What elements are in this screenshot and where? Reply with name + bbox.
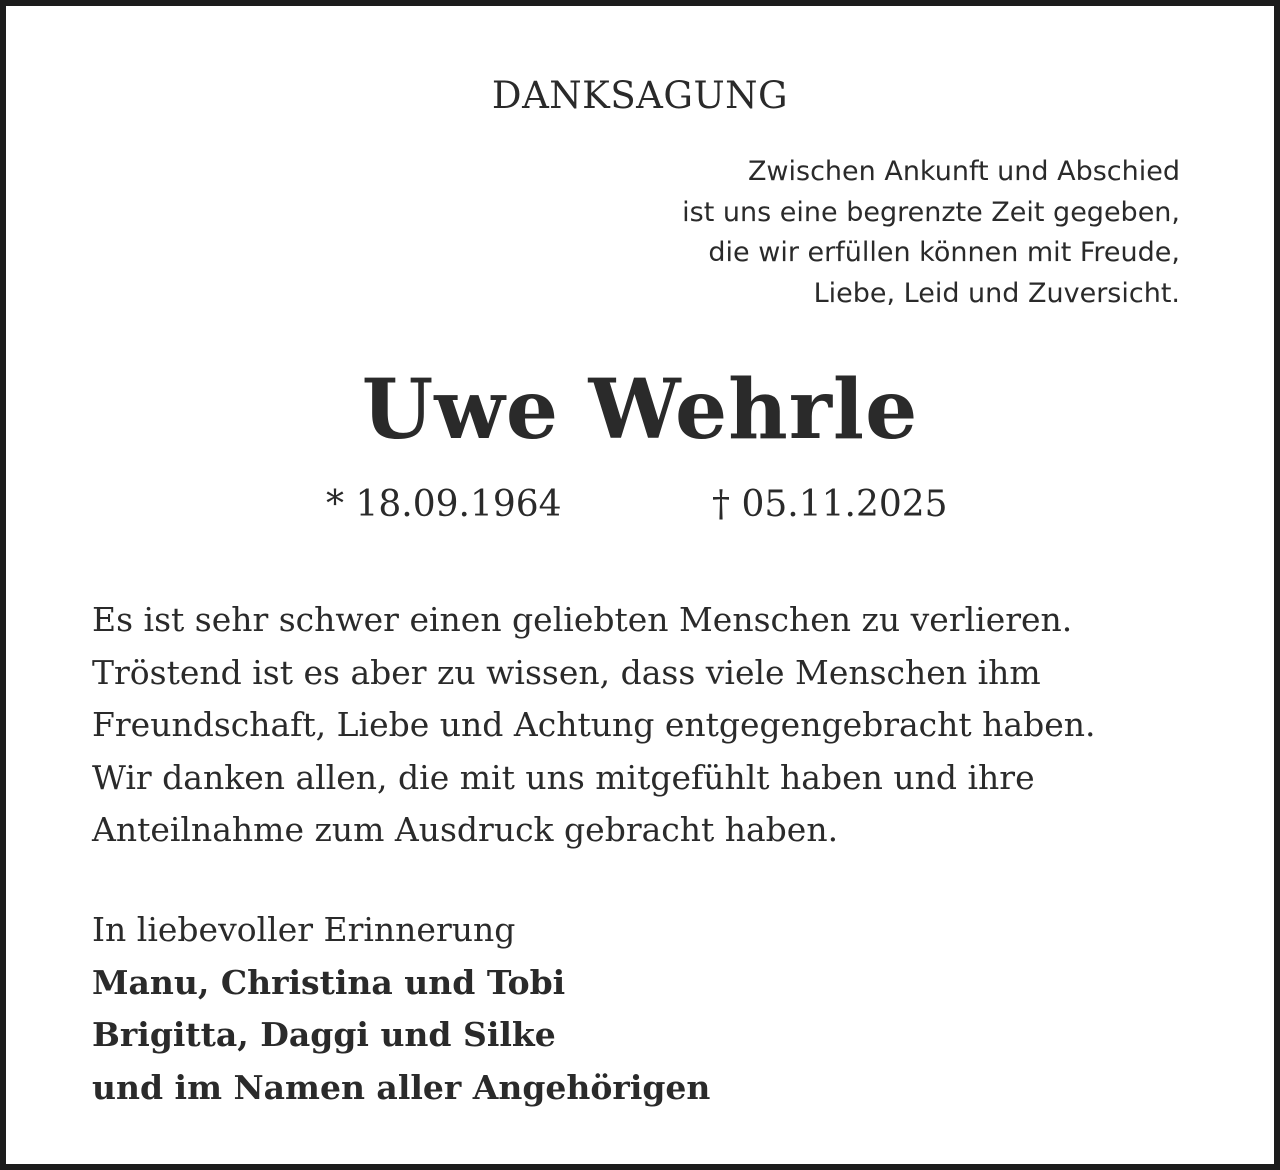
birth-date: * 18.09.1964 bbox=[326, 484, 562, 525]
deceased-name: Uwe Wehrle bbox=[361, 362, 919, 458]
signature-line: Manu, Christina und Tobi bbox=[92, 962, 566, 1002]
body-line: Anteilnahme zum Ausdruck gebracht haben. bbox=[92, 810, 839, 849]
body-line: Freundschaft, Liebe und Achtung entgegengebracht haben. bbox=[92, 705, 1096, 744]
thank-you-text bbox=[92, 594, 1096, 857]
notice-heading: DANKSAGUNG bbox=[491, 74, 789, 117]
signature-intro: In liebevoller Erinnerung bbox=[92, 910, 516, 949]
signature-block bbox=[92, 904, 710, 1114]
signature-line: und im Namen aller Angehörigen bbox=[92, 1067, 711, 1107]
body-line: Es ist sehr schwer einen geliebten Menschen zu verlieren. bbox=[92, 600, 1073, 639]
body-line: Wir danken allen, die mit uns mitgefühlt haben und ihre bbox=[92, 757, 1035, 797]
poem-line: Zwischen Ankunft und Abschied bbox=[747, 156, 1180, 187]
death-date: † 05.11.2025 bbox=[712, 484, 948, 525]
poem-line: ist uns eine begrenzte Zeit gegeben, bbox=[682, 196, 1180, 228]
poem-line: Liebe, Leid und Zuversicht. bbox=[813, 277, 1180, 309]
signature-line: Brigitta, Daggi und Silke bbox=[92, 1015, 556, 1054]
body-line: Tröstend ist es aber zu wissen, dass viele Menschen ihm bbox=[92, 652, 1041, 692]
poem-line: die wir erfüllen können mit Freude, bbox=[708, 237, 1180, 268]
poem-quote bbox=[682, 152, 1180, 314]
